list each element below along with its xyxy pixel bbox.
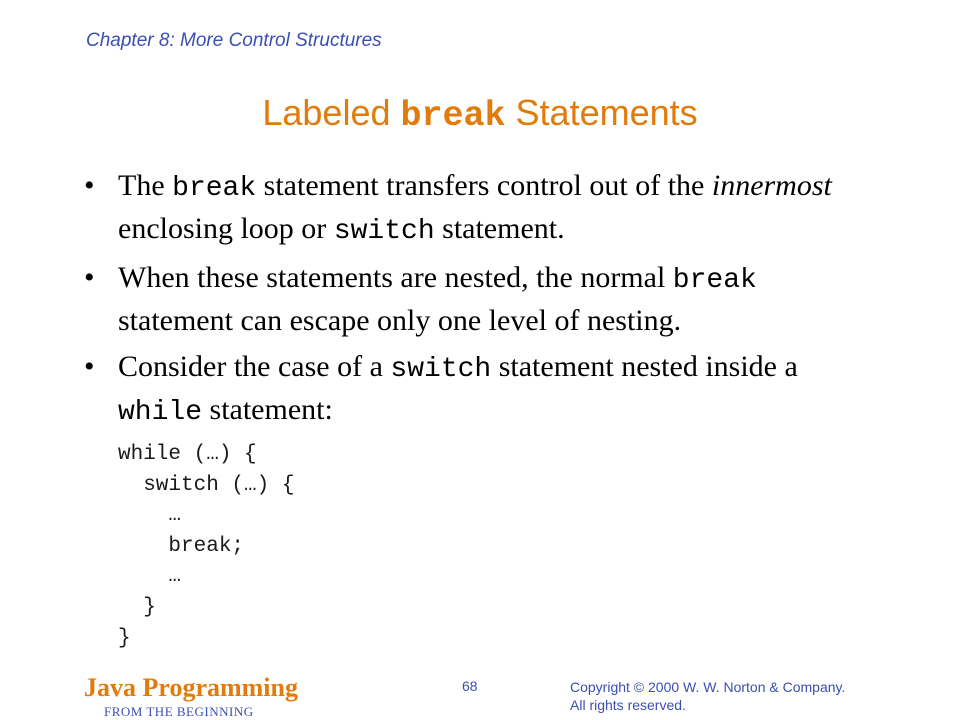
bullet-text: When these statements are nested, the normal [118, 261, 673, 294]
bullet-text: statement can escape only one level of nesting. [118, 304, 682, 337]
bullet-list [84, 166, 874, 439]
bullet-item [84, 347, 874, 433]
bullet-dot: • [84, 350, 95, 383]
book-brand [84, 674, 298, 720]
copyright-notice [570, 678, 845, 714]
slide-title [0, 92, 960, 136]
brand-subtitle: FROM THE BEGINNING [104, 704, 254, 719]
inline-code: switch [333, 216, 435, 247]
code-line: } [118, 626, 131, 650]
title-code: break [400, 96, 506, 136]
code-line: } [118, 595, 156, 619]
code-block [118, 440, 294, 654]
bullet-text: statement. [434, 212, 565, 245]
title-prefix: Labeled [262, 92, 401, 133]
brand-title: Java Programming [84, 673, 298, 702]
inline-code: break [172, 173, 257, 204]
inline-code: switch [390, 354, 492, 385]
code-line: break; [118, 534, 245, 558]
copyright-line: All rights reserved. [570, 697, 686, 713]
code-line: while (…) { [118, 443, 257, 466]
inline-code: break [672, 265, 757, 296]
bullet-item [84, 166, 874, 252]
page-number: 68 [462, 678, 478, 694]
copyright-line: Copyright © 2000 W. W. Norton & Company. [570, 679, 846, 695]
bullet-item [84, 258, 874, 341]
bullet-text: enclosing loop or [118, 212, 334, 245]
inline-code: while [118, 397, 203, 428]
code-line: … [118, 565, 182, 589]
bullet-text: statement nested inside a [491, 350, 798, 383]
code-line: switch (…) { [118, 473, 295, 497]
bullet-dot: • [84, 261, 95, 294]
code-line: … [118, 504, 182, 528]
bullet-dot: • [84, 169, 95, 202]
bullet-text: Consider the case of a [118, 350, 391, 383]
bullet-text: The [118, 169, 173, 202]
bullet-text: statement: [202, 393, 333, 426]
chapter-heading: Chapter 8: More Control Structures [86, 30, 382, 51]
bullet-text: statement transfers control out of the [256, 169, 712, 202]
title-suffix: Statements [505, 92, 698, 133]
emphasis-text: innermost [711, 169, 832, 202]
